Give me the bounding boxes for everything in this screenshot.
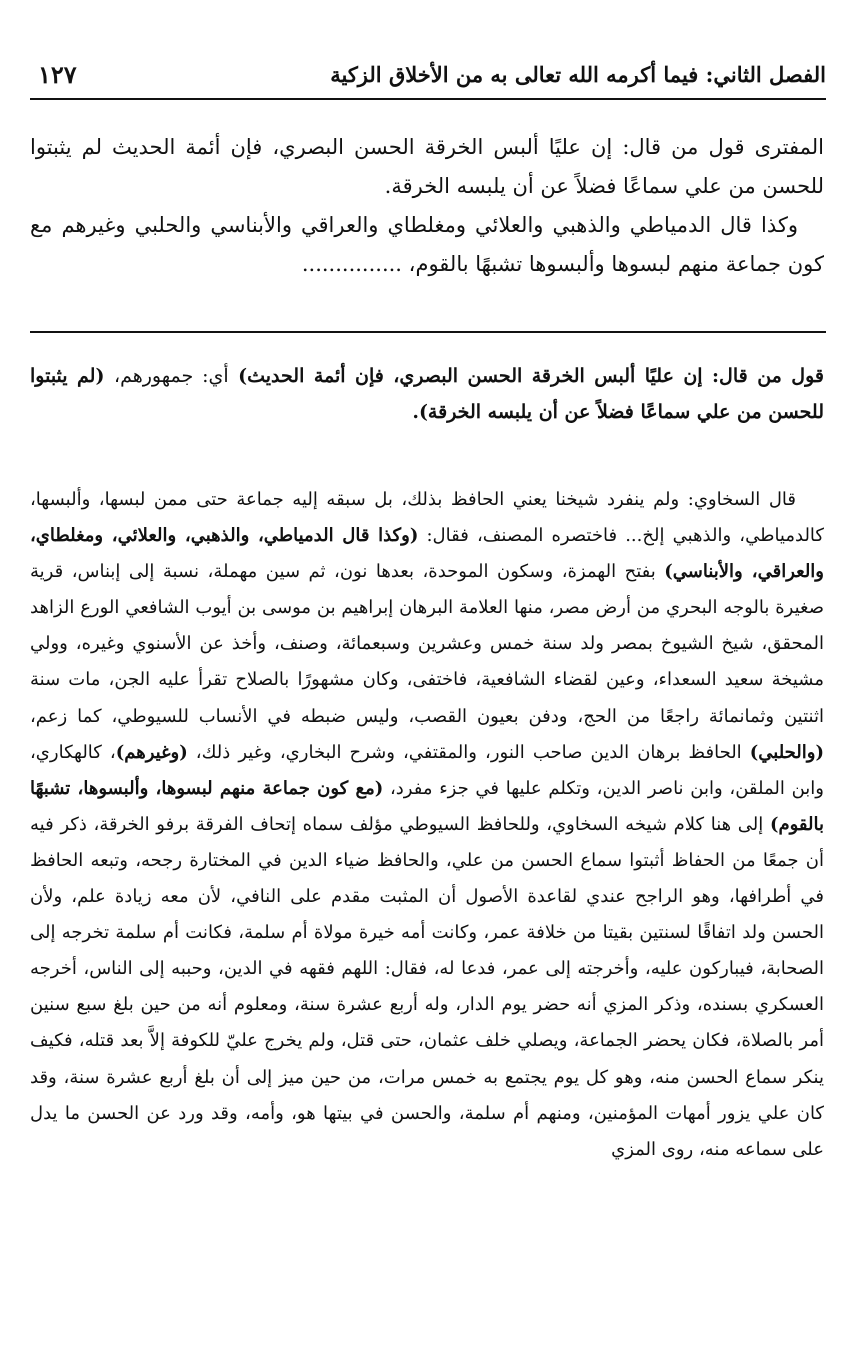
- commentary-paragraph: [30, 482, 824, 1168]
- matn-text-block: [30, 128, 824, 284]
- commentary-text-4: ، كالهكاري، وابن الملقن، وابن ناصر الدين، وتكلم عليها في جزء مفرد،: [30, 741, 824, 799]
- commentary-lead-quote-2: (لم يثبتوا للحسن من علي سماعًا فضلاً عن أن يلبسه الخرقة).: [30, 365, 824, 423]
- chapter-title: الفصل الثاني: فيما أكرمه الله تعالى به من الأخلاق الزكية: [330, 62, 826, 87]
- commentary-lead-gloss: أي: جمهورهم،: [113, 365, 229, 387]
- commentary-text-1: قال السخاوي: ولم ينفرد شيخنا يعني الحافظ بذلك، بل سبقه إليه جماعة حتى ممن لبسها، وألبسها، كالدمياطي، والذهبي إلخ... فاختصره المصنف، فقال:: [30, 489, 824, 547]
- running-header: [30, 58, 826, 100]
- matn-divider: [30, 331, 826, 333]
- matn-ellipsis: ...............: [301, 252, 402, 276]
- page-number: ١٢٧: [38, 60, 77, 89]
- commentary-quote-1: (وكذا قال الدمياطي، والذهبي، والعلائي، ومغلطاي، والعراقي، والأبناسي): [30, 525, 824, 583]
- commentary-quote-3: (وغيرهم): [115, 741, 188, 763]
- commentary-lead-quote: قول من قال: إن عليًا ألبس الخرقة الحسن البصري، فإن أئمة الحديث): [238, 365, 824, 387]
- matn-paragraph-1: المفترى قول من قال: إن عليًا ألبس الخرقة الحسن البصري، فإن أئمة الحديث لم يثبتوا للحسن من علي سماعًا فضلاً عن أن يلبسه الخرقة.: [30, 135, 824, 198]
- commentary-text-2: بفتح الهمزة، وسكون الموحدة، بعدها نون، ثم سين مهملة، نسبة إلى إبناس، قرية صغيرة بالوجه البحري من أرض مصر، منها العلامة البرهان إبراهيم بن موسى بن أيوب الشافعي الورع الزاهد المحقق، شيخ الشيوخ بمصر ولد سنة خمس وعشرين وسبعمائة، وصنف، وأخذ عن الأسنوي وغيره، وولي مشيخة سعيد السعداء، وعين لقضاء الشافعية، فاختفى، وكان مشهورًا بالصلاح تقرأ عليه الجن، مات سنة اثنتين وثمانمائة راجعًا من الحج، ودفن بعيون القصب، وليس ضبطه في الأنساب للسيوطي، كما زعم،: [30, 561, 824, 727]
- commentary-quote-2: (والحلبي): [749, 741, 824, 763]
- commentary-lead: [30, 358, 824, 430]
- matn-paragraph-2-text: وكذا قال الدمياطي والذهبي والعلائي ومغلطاي والعراقي والأبناسي والحلبي وغيرهم مع كون جماعة منهم لبسوها وألبسوها تشبهًا بالقوم،: [30, 213, 824, 276]
- matn-paragraph-2: [30, 206, 824, 284]
- commentary-quote-4: (مع كون جماعة منهم لبسوها، وألبسوها، تشبهًا بالقوم): [30, 777, 824, 835]
- commentary-text-5: إلى هنا كلام شيخه السخاوي، وللحافظ السيوطي مؤلف سماه إتحاف الفرقة برفو الخرقة، ذكر فيه أن جمعًا من الحفاظ أثبتوا سماع الحسن من علي، والحافظ ضياء الدين في المختارة رجحه، وتبعه الحافظ في أطرافها، وهو الراجح عندي لقاعدة الأصول أن المثبت مقدم على النافي، لأن معه زيادة علم، ولأن الحسن ولد اتفاقًا لسنتين بقيتا من خلافة عمر، وكانت أمه خيرة مولاة أم سلمة، فكانت أم سلمة تخرجه إلى الصحابة، فيباركون عليه، وأخرجته إلى عمر، فدعا له، فقال: اللهم فقهه في الدين، وحببه إلى الناس، أخرجه العسكري بسنده، وذكر المزي أنه حضر يوم الدار، وله أربع عشرة سنة، ومعلوم أنه من حين بلغ سبع سنين أمر بالصلاة، فكان يحضر الجماعة، ويصلي خلف عثمان، حتى قتل، ولم يخرج عليّ للكوفة إلاَّ بعد قتله، فكيف ينكر سماع الحسن منه، وهو كل يوم يجتمع به خمس مرات، من حين ميز إلى أن بلغ أربع عشرة سنة، وقد كان علي يزور أمهات المؤمنين، ومنهم أم سلمة، والحسن في بيتها هو، وأمه، وقد ورد عن الحسن ما يدل على سماعه منه، روى المزي: [30, 813, 824, 1160]
- commentary-text-3: الحافظ برهان الدين صاحب النور، والمقتفي، وشرح البخاري، وغير ذلك،: [187, 741, 750, 763]
- commentary-body: [30, 482, 824, 1168]
